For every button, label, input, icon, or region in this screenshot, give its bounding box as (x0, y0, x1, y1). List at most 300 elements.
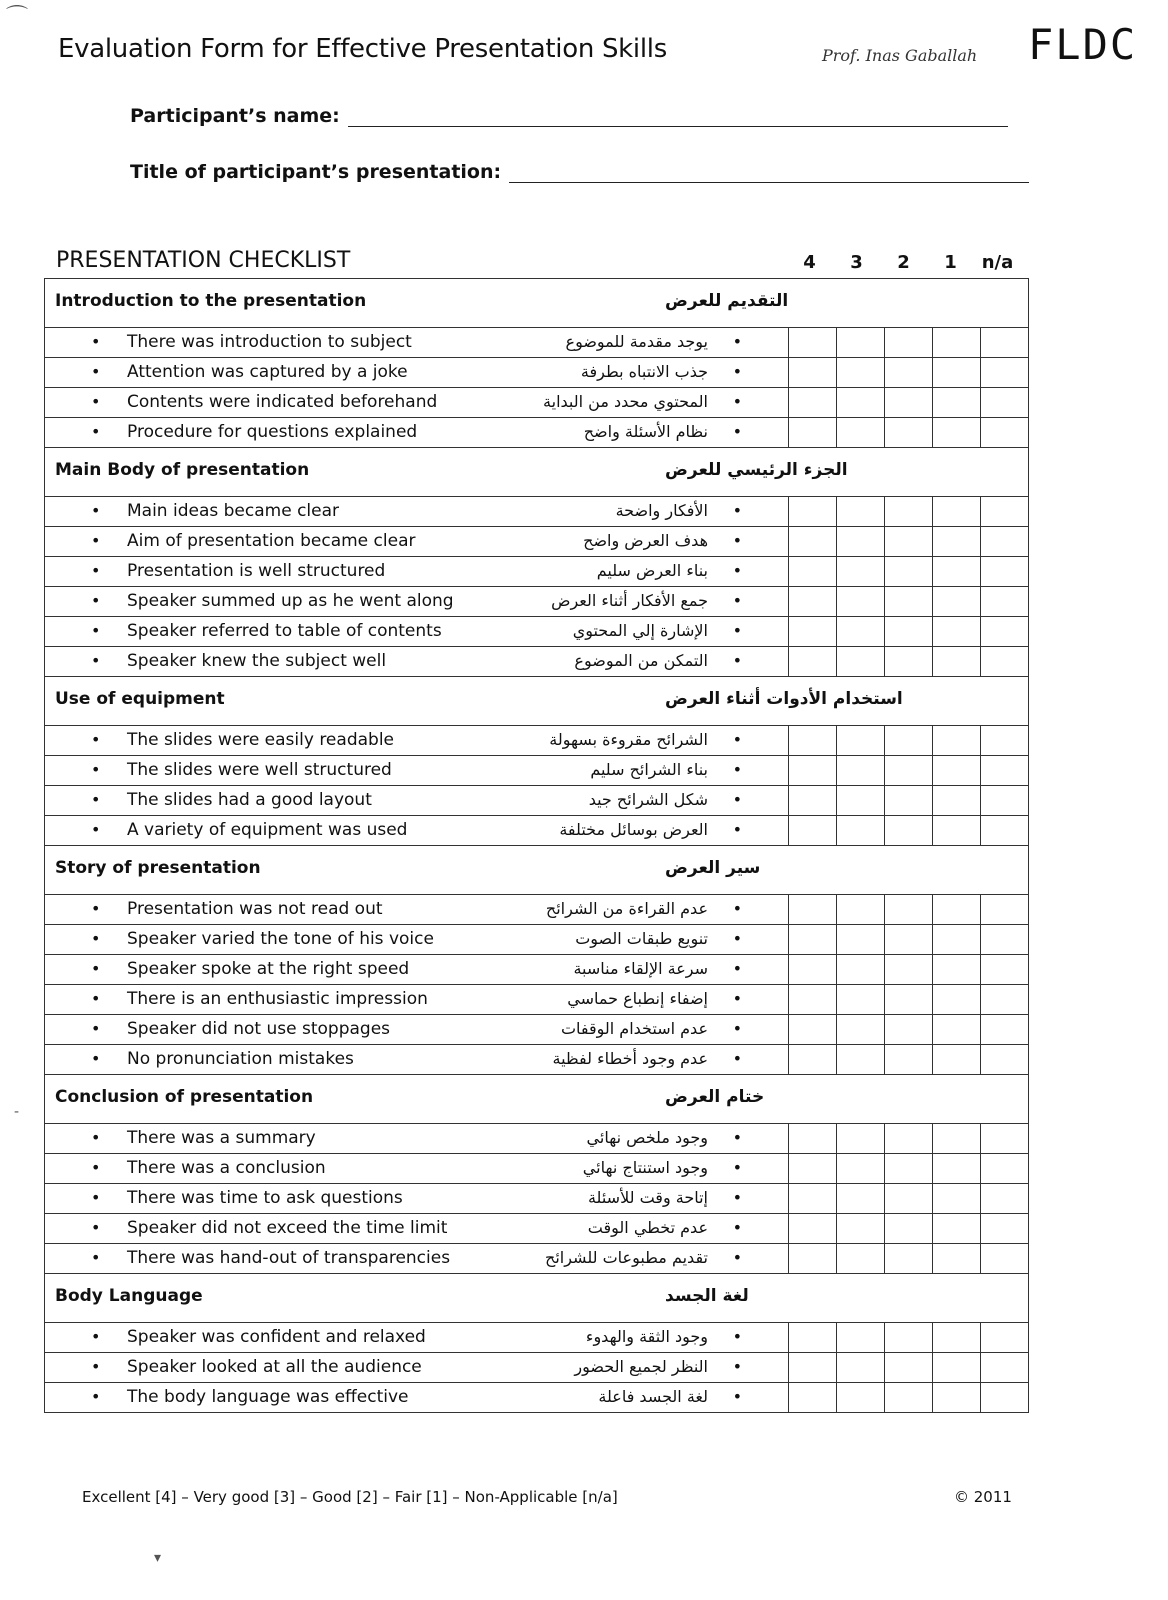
item-label-en: Procedure for questions explained (127, 422, 418, 442)
item-label-ar: شكل الشرائح جيد (588, 790, 708, 809)
rating-cell[interactable] (885, 1184, 933, 1214)
section-title-ar: لغة الجسد (665, 1286, 749, 1306)
rating-cell[interactable] (933, 1154, 981, 1184)
rating-cell[interactable] (837, 587, 885, 617)
rating-cell[interactable] (837, 1154, 885, 1184)
scale-label: 4 (803, 252, 816, 273)
rating-cell[interactable] (885, 816, 933, 846)
bullet-icon: • (91, 899, 101, 918)
rating-cell[interactable] (789, 1045, 837, 1075)
rating-cell[interactable] (981, 1154, 1029, 1184)
scale-label: 1 (944, 252, 957, 273)
rating-cell[interactable] (837, 418, 885, 448)
rating-cell[interactable] (885, 1244, 933, 1274)
rating-cell[interactable] (789, 1015, 837, 1045)
checklist-item-row (45, 328, 1029, 358)
rating-cell[interactable] (981, 1383, 1029, 1413)
bullet-icon: • (91, 790, 101, 809)
rating-cell[interactable] (837, 647, 885, 677)
rating-cell[interactable] (789, 786, 837, 816)
rating-cell[interactable] (789, 358, 837, 388)
rating-cell[interactable] (837, 1045, 885, 1075)
rating-cell[interactable] (933, 1323, 981, 1353)
rating-cell[interactable] (885, 1353, 933, 1383)
checklist-item-row (45, 358, 1029, 388)
rating-cell[interactable] (789, 1214, 837, 1244)
checklist-item-row (45, 786, 1029, 816)
rating-cell[interactable] (885, 1214, 933, 1244)
rating-cell[interactable] (981, 1353, 1029, 1383)
bullet-icon: • (91, 1218, 101, 1237)
author-name: Prof. Inas Gaballah (822, 46, 978, 65)
section-header-row (45, 448, 1029, 497)
item-label-ar: المحتوي محدد من البداية (543, 392, 708, 411)
item-label-ar: إتاحة وقت للأسئلة (587, 1188, 708, 1207)
item-text-cell (45, 1015, 789, 1045)
rating-cell[interactable] (885, 358, 933, 388)
bullet-icon: • (91, 1188, 101, 1207)
rating-cell[interactable] (933, 1045, 981, 1075)
rating-cell[interactable] (981, 617, 1029, 647)
rating-cell[interactable] (885, 925, 933, 955)
rating-cell[interactable] (885, 895, 933, 925)
checklist-item-row (45, 497, 1029, 527)
rating-cell[interactable] (789, 328, 837, 358)
checklist-item-row (45, 955, 1029, 985)
section-title-ar: الجزء الرئيسي للعرض (665, 460, 848, 480)
bullet-icon: • (91, 1327, 101, 1346)
item-text-cell (45, 388, 789, 418)
rating-cell[interactable] (981, 1214, 1029, 1244)
rating-cell[interactable] (885, 328, 933, 358)
rating-cell[interactable] (933, 1214, 981, 1244)
rating-cell[interactable] (789, 955, 837, 985)
rating-cell[interactable] (885, 1154, 933, 1184)
rating-cell[interactable] (789, 1154, 837, 1184)
item-text-cell (45, 925, 789, 955)
section-title-ar: ختام العرض (665, 1087, 765, 1107)
rating-cell[interactable] (981, 1045, 1029, 1075)
item-text-cell (45, 726, 789, 756)
rating-cell[interactable] (933, 587, 981, 617)
item-label-en: There was hand-out of transparencies (127, 1248, 451, 1268)
bullet-icon: • (732, 959, 742, 978)
item-label-en: There was a conclusion (127, 1158, 326, 1178)
rating-cell[interactable] (981, 328, 1029, 358)
item-label-ar: بناء الشرائح سليم (590, 760, 708, 779)
item-label-ar: النظر لجميع الحضور (574, 1357, 708, 1376)
item-text-cell (45, 985, 789, 1015)
rating-cell[interactable] (789, 388, 837, 418)
checklist-item-row (45, 1244, 1029, 1274)
item-label-en: The body language was effective (127, 1387, 409, 1407)
rating-cell[interactable] (933, 816, 981, 846)
rating-cell[interactable] (789, 756, 837, 786)
item-text-cell (45, 1214, 789, 1244)
item-label-en: Contents were indicated beforehand (127, 392, 438, 412)
rating-cell[interactable] (981, 388, 1029, 418)
rating-cell[interactable] (837, 1184, 885, 1214)
rating-cell[interactable] (981, 895, 1029, 925)
checklist-item-row (45, 1323, 1029, 1353)
bullet-icon: • (732, 1188, 742, 1207)
item-label-en: Attention was captured by a joke (127, 362, 408, 382)
rating-cell[interactable] (933, 557, 981, 587)
bullet-icon: • (732, 422, 742, 441)
rating-cell[interactable] (789, 895, 837, 925)
rating-cell[interactable] (981, 358, 1029, 388)
rating-cell[interactable] (837, 1214, 885, 1244)
rating-cell[interactable] (885, 587, 933, 617)
rating-cell[interactable] (933, 527, 981, 557)
item-label-ar: الأفكار واضحة (615, 501, 708, 520)
section-title-cell (45, 677, 1029, 726)
section-title-en: Introduction to the presentation (55, 291, 367, 311)
item-label-en: The slides were well structured (127, 760, 392, 780)
rating-cell[interactable] (837, 497, 885, 527)
bullet-icon: • (91, 1158, 101, 1177)
item-label-en: Speaker looked at all the audience (127, 1357, 422, 1377)
item-label-ar: جذب الانتباه بطرفة (580, 362, 708, 381)
checklist-item-row (45, 1045, 1029, 1075)
bullet-icon: • (91, 362, 101, 381)
rating-cell[interactable] (837, 1383, 885, 1413)
bullet-icon: • (732, 1019, 742, 1038)
rating-cell[interactable] (885, 1383, 933, 1413)
section-title-cell (45, 279, 1029, 328)
rating-cell[interactable] (789, 1323, 837, 1353)
item-label-en: Speaker did not exceed the time limit (127, 1218, 448, 1238)
rating-cell[interactable] (933, 1244, 981, 1274)
rating-cell[interactable] (885, 726, 933, 756)
rating-cell[interactable] (885, 388, 933, 418)
scale-label: 3 (850, 252, 863, 273)
bullet-icon: • (91, 422, 101, 441)
section-title-ar: التقديم للعرض (665, 291, 789, 311)
bullet-icon: • (732, 820, 742, 839)
rating-cell[interactable] (981, 756, 1029, 786)
rating-cell[interactable] (837, 328, 885, 358)
rating-cell[interactable] (933, 647, 981, 677)
item-label-ar: هدف العرض واضح (583, 531, 708, 550)
item-label-ar: عدم القراءة من الشرائح (545, 899, 708, 918)
item-label-ar: يوجد مقدمة للموضوع (565, 332, 708, 351)
rating-cell[interactable] (933, 328, 981, 358)
rating-cell[interactable] (981, 925, 1029, 955)
rating-cell[interactable] (789, 557, 837, 587)
item-label-ar: التمكن من الموضوع (574, 651, 708, 670)
rating-cell[interactable] (933, 418, 981, 448)
rating-cell[interactable] (981, 647, 1029, 677)
rating-cell[interactable] (981, 1323, 1029, 1353)
item-label-en: Main ideas became clear (127, 501, 340, 521)
rating-cell[interactable] (981, 497, 1029, 527)
checklist-item-row (45, 1353, 1029, 1383)
checklist-item-row (45, 388, 1029, 418)
rating-cell[interactable] (933, 497, 981, 527)
checklist-item-row (45, 1383, 1029, 1413)
rating-cell[interactable] (789, 527, 837, 557)
item-label-en: Presentation is well structured (127, 561, 386, 581)
bullet-icon: • (732, 531, 742, 550)
rating-cell[interactable] (837, 388, 885, 418)
bullet-icon: • (732, 362, 742, 381)
bullet-icon: • (91, 1387, 101, 1406)
item-label-ar: إضفاء إنطباع حماسي (567, 989, 708, 1008)
scale-header (786, 252, 1022, 273)
bullet-icon: • (732, 1248, 742, 1267)
section-title-cell (45, 448, 1029, 497)
rating-cell[interactable] (933, 985, 981, 1015)
section-title-ar: سير العرض (665, 858, 761, 878)
rating-cell[interactable] (837, 985, 885, 1015)
rating-cell[interactable] (981, 527, 1029, 557)
bullet-icon: • (91, 651, 101, 670)
rating-cell[interactable] (981, 1244, 1029, 1274)
rating-cell[interactable] (789, 1383, 837, 1413)
item-label-ar: العرض بوسائل مختلفة (559, 820, 708, 839)
rating-cell[interactable] (981, 557, 1029, 587)
rating-cell[interactable] (837, 1015, 885, 1045)
item-text-cell (45, 557, 789, 587)
checklist-item-row (45, 726, 1029, 756)
rating-cell[interactable] (885, 786, 933, 816)
rating-cell[interactable] (885, 1045, 933, 1075)
rating-cell[interactable] (837, 756, 885, 786)
bullet-icon: • (91, 332, 101, 351)
bullet-icon: • (91, 730, 101, 749)
bullet-icon: • (732, 899, 742, 918)
section-title-ar: استخدام الأدوات أثناء العرض (665, 689, 903, 709)
item-text-cell (45, 1383, 789, 1413)
rating-cell[interactable] (789, 726, 837, 756)
rating-cell[interactable] (837, 1323, 885, 1353)
checklist-item-row (45, 617, 1029, 647)
item-label-ar: عدم تخطي الوقت (587, 1218, 708, 1237)
checklist-item-row (45, 756, 1029, 786)
rating-cell[interactable] (837, 527, 885, 557)
checklist-table (44, 278, 1029, 1413)
rating-cell[interactable] (933, 756, 981, 786)
bullet-icon: • (91, 1019, 101, 1038)
rating-cell[interactable] (789, 418, 837, 448)
checklist-item-row (45, 1015, 1029, 1045)
rating-cell[interactable] (981, 1015, 1029, 1045)
rating-cell[interactable] (789, 647, 837, 677)
rating-cell[interactable] (933, 388, 981, 418)
rating-cell[interactable] (885, 1124, 933, 1154)
rating-cell[interactable] (981, 816, 1029, 846)
bullet-icon: • (732, 730, 742, 749)
bullet-icon: • (732, 621, 742, 640)
item-text-cell (45, 955, 789, 985)
rating-cell[interactable] (789, 497, 837, 527)
checklist-item-row (45, 1214, 1029, 1244)
scan-mark: ⌒ (6, 5, 29, 30)
rating-cell[interactable] (933, 786, 981, 816)
bullet-icon: • (91, 591, 101, 610)
section-header-row (45, 1075, 1029, 1124)
bullet-icon: • (732, 332, 742, 351)
item-label-ar: عدم استخدام الوقفات (560, 1019, 708, 1038)
rating-cell[interactable] (981, 955, 1029, 985)
rating-cell[interactable] (933, 925, 981, 955)
item-label-ar: الشرائح مقروءة بسهولة (549, 730, 708, 749)
rating-cell[interactable] (981, 786, 1029, 816)
rating-cell[interactable] (981, 1184, 1029, 1214)
rating-cell[interactable] (885, 985, 933, 1015)
rating-cell[interactable] (933, 726, 981, 756)
item-text-cell (45, 756, 789, 786)
checklist-item-row (45, 1184, 1029, 1214)
rating-cell[interactable] (933, 1353, 981, 1383)
bullet-icon: • (91, 820, 101, 839)
rating-cell[interactable] (933, 358, 981, 388)
participant-name-field[interactable] (348, 104, 1008, 127)
rating-cell[interactable] (933, 1383, 981, 1413)
item-label-en: Speaker was confident and relaxed (127, 1327, 426, 1347)
scan-mark: - (14, 1104, 20, 1120)
bullet-icon: • (732, 392, 742, 411)
item-text-cell (45, 328, 789, 358)
rating-cell[interactable] (837, 617, 885, 647)
checklist-item-row (45, 1124, 1029, 1154)
item-label-en: There was a summary (127, 1128, 316, 1148)
bullet-icon: • (732, 1049, 742, 1068)
checklist-heading: PRESENTATION CHECKLIST (56, 248, 351, 273)
rating-cell[interactable] (789, 985, 837, 1015)
item-text-cell (45, 418, 789, 448)
rating-cell[interactable] (933, 955, 981, 985)
rating-cell[interactable] (933, 895, 981, 925)
bullet-icon: • (91, 561, 101, 580)
item-text-cell (45, 786, 789, 816)
presentation-title-label: Title of participant’s presentation: (130, 161, 502, 183)
bullet-icon: • (732, 790, 742, 809)
item-text-cell (45, 1184, 789, 1214)
rating-cell[interactable] (789, 1124, 837, 1154)
item-label-en: No pronunciation mistakes (127, 1049, 354, 1069)
item-text-cell (45, 527, 789, 557)
rating-cell[interactable] (885, 1015, 933, 1045)
rating-cell[interactable] (885, 647, 933, 677)
section-header-row (45, 1274, 1029, 1323)
item-label-en: Speaker referred to table of contents (127, 621, 442, 641)
section-title-cell (45, 1274, 1029, 1323)
rating-cell[interactable] (789, 617, 837, 647)
section-header-row (45, 677, 1029, 726)
form-title: Evaluation Form for Effective Presentation Skills (58, 34, 667, 64)
item-label-en: The slides had a good layout (127, 790, 372, 810)
bullet-icon: • (732, 1218, 742, 1237)
bullet-icon: • (91, 531, 101, 550)
bullet-icon: • (732, 561, 742, 580)
bullet-icon: • (91, 1248, 101, 1267)
rating-cell[interactable] (789, 816, 837, 846)
section-title-en: Conclusion of presentation (55, 1087, 314, 1107)
bullet-icon: • (91, 1128, 101, 1147)
rating-cell[interactable] (885, 497, 933, 527)
item-text-cell (45, 1353, 789, 1383)
scale-label: 2 (897, 252, 910, 273)
rating-cell[interactable] (837, 1244, 885, 1274)
rating-cell[interactable] (981, 587, 1029, 617)
checklist-item-row (45, 557, 1029, 587)
presentation-title-field[interactable] (509, 160, 1029, 183)
rating-cell[interactable] (837, 925, 885, 955)
rating-cell[interactable] (981, 726, 1029, 756)
rating-cell[interactable] (837, 726, 885, 756)
section-title-en: Story of presentation (55, 858, 261, 878)
section-title-en: Main Body of presentation (55, 460, 310, 480)
rating-cell[interactable] (837, 358, 885, 388)
rating-cell[interactable] (933, 1015, 981, 1045)
item-label-ar: تقديم مطبوعات للشرائح (545, 1248, 708, 1267)
rating-cell[interactable] (789, 1184, 837, 1214)
item-text-cell (45, 895, 789, 925)
bullet-icon: • (732, 651, 742, 670)
rating-cell[interactable] (885, 418, 933, 448)
rating-cell[interactable] (885, 557, 933, 587)
rating-cell[interactable] (837, 557, 885, 587)
bullet-icon: • (732, 1128, 742, 1147)
item-label-ar: بناء العرض سليم (596, 561, 708, 580)
checklist-item-row (45, 925, 1029, 955)
bullet-icon: • (732, 1357, 742, 1376)
rating-cell[interactable] (837, 816, 885, 846)
item-text-cell (45, 617, 789, 647)
rating-cell[interactable] (885, 617, 933, 647)
participant-name-label: Participant’s name: (130, 105, 340, 127)
rating-legend: Excellent [4] – Very good [3] – Good [2] – Fair [1] – Non-Applicable [n/a] (82, 1488, 618, 1506)
item-label-en: Speaker did not use stoppages (127, 1019, 391, 1039)
presentation-title-row (130, 160, 1029, 183)
rating-cell[interactable] (933, 1124, 981, 1154)
checklist-item-row (45, 895, 1029, 925)
rating-cell[interactable] (789, 1353, 837, 1383)
rating-cell[interactable] (789, 1244, 837, 1274)
bullet-icon: • (91, 989, 101, 1008)
rating-cell[interactable] (837, 786, 885, 816)
rating-cell[interactable] (837, 895, 885, 925)
rating-cell[interactable] (981, 418, 1029, 448)
bullet-icon: • (91, 929, 101, 948)
rating-cell[interactable] (885, 955, 933, 985)
item-text-cell (45, 1244, 789, 1274)
rating-cell[interactable] (789, 925, 837, 955)
rating-cell[interactable] (837, 1353, 885, 1383)
rating-cell[interactable] (885, 527, 933, 557)
rating-cell[interactable] (885, 756, 933, 786)
rating-cell[interactable] (885, 1323, 933, 1353)
item-text-cell (45, 1124, 789, 1154)
bullet-icon: • (91, 621, 101, 640)
rating-cell[interactable] (933, 1184, 981, 1214)
item-label-en: There was time to ask questions (127, 1188, 403, 1208)
section-header-row (45, 279, 1029, 328)
rating-cell[interactable] (981, 1124, 1029, 1154)
rating-cell[interactable] (981, 985, 1029, 1015)
rating-cell[interactable] (789, 587, 837, 617)
item-text-cell (45, 647, 789, 677)
rating-cell[interactable] (837, 955, 885, 985)
item-text-cell (45, 497, 789, 527)
participant-name-row (130, 104, 1008, 127)
checklist-item-row (45, 985, 1029, 1015)
item-label-en: There was introduction to subject (127, 332, 412, 352)
rating-cell[interactable] (837, 1124, 885, 1154)
rating-cell[interactable] (933, 617, 981, 647)
